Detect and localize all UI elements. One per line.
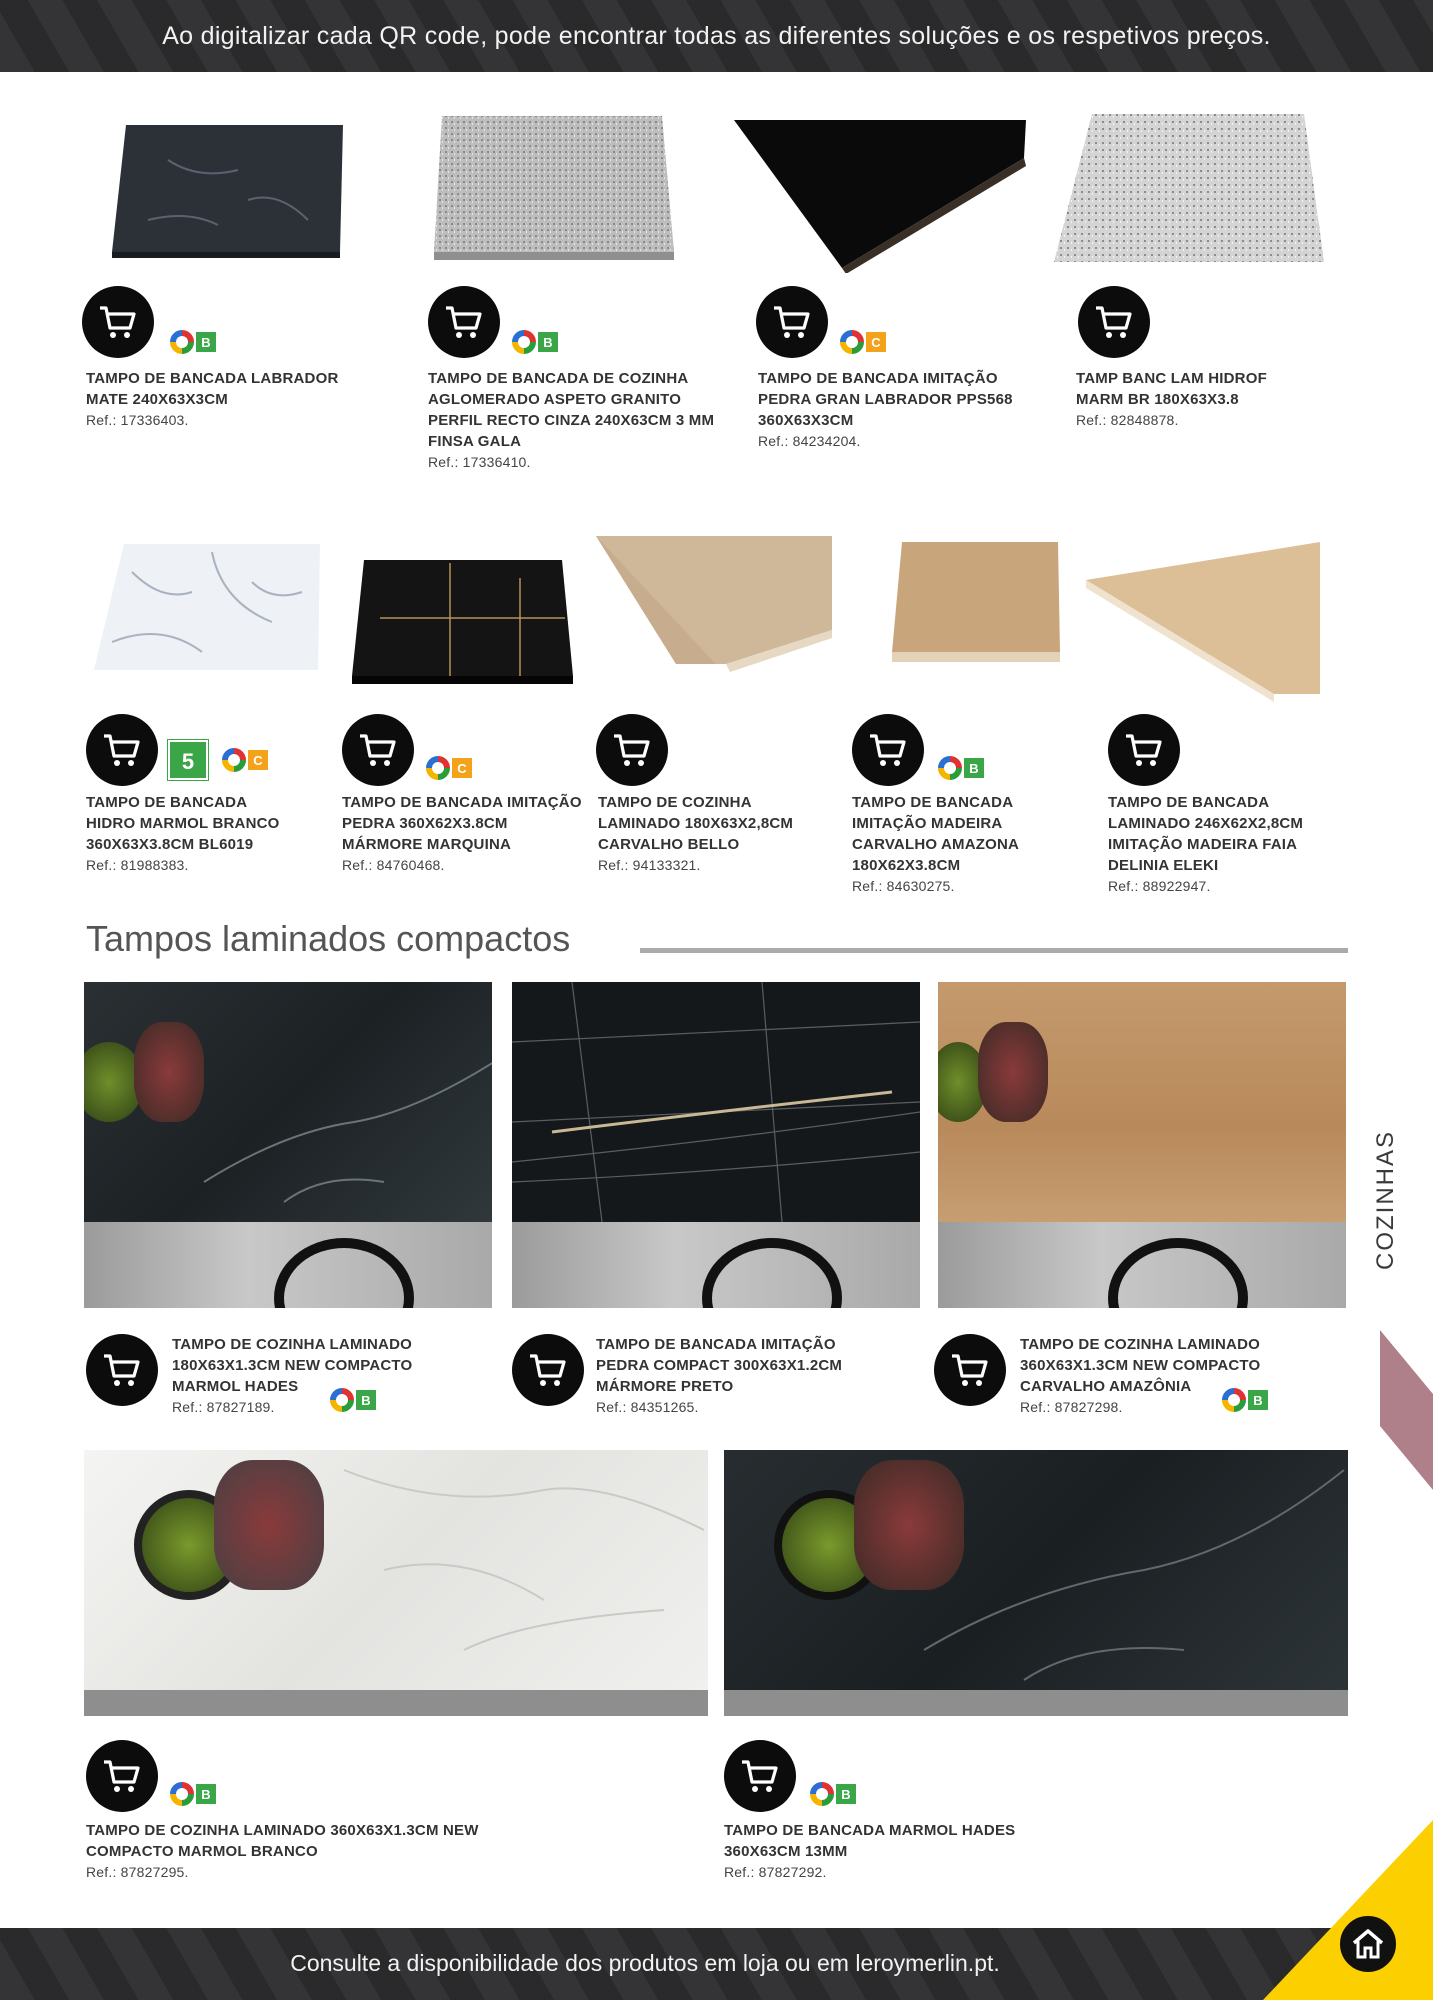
- product-ref: Ref.: 87827292.: [724, 1864, 827, 1880]
- add-to-cart-button[interactable]: [86, 1334, 158, 1406]
- product-ref: Ref.: 87827298.: [1020, 1399, 1123, 1415]
- eco-label: [170, 330, 216, 354]
- eco-label-icon: [938, 756, 962, 780]
- product-title: [86, 1820, 506, 1883]
- product-name: TAMPO DE BANCADA IMITAÇÃO PEDRA 360X62X3.8CM MÁRMORE MARQUINA: [342, 794, 582, 853]
- product-title: [598, 792, 833, 876]
- eco-label: [170, 1782, 216, 1806]
- product-title: [724, 1820, 1054, 1883]
- product-image-granite-gala[interactable]: [432, 114, 677, 264]
- eco-grade: B: [356, 1390, 376, 1410]
- eco-grade: B: [964, 758, 984, 778]
- cart-icon: [102, 732, 142, 768]
- eco-label-icon: [330, 1388, 354, 1412]
- eco-grade: C: [452, 758, 472, 778]
- product-photo-carvalho-amazonia[interactable]: [938, 982, 1346, 1308]
- energy-badges: [168, 740, 268, 780]
- product-ref: Ref.: 94133321.: [598, 857, 701, 873]
- product-name: TAMPO DE BANCADA IMITAÇÃO PEDRA GRAN LABRADOR PPS568 360X63X3CM: [758, 370, 1013, 429]
- eco-label-icon: [810, 1782, 834, 1806]
- eco-label-icon: [1222, 1388, 1246, 1412]
- eco-grade: B: [538, 332, 558, 352]
- top-banner-text: Ao digitalizar cada QR code, pode encontrar todas as diferentes soluções e os respetivos preços.: [162, 22, 1271, 50]
- add-to-cart-button[interactable]: [428, 286, 500, 358]
- add-to-cart-button[interactable]: [86, 1740, 158, 1812]
- energy-badges: [512, 330, 558, 354]
- product-title: [86, 792, 296, 876]
- eco-label: [330, 1388, 376, 1412]
- eco-label-icon: [840, 330, 864, 354]
- product-name: TAMPO DE BANCADA DE COZINHA AGLOMERADO ASPETO GRANITO PERFIL RECTO CINZA 240X63CM 3 MM FINSA GALA: [428, 370, 715, 450]
- eco-label-icon: [222, 748, 246, 772]
- product-title: [1108, 792, 1338, 897]
- product-image-labrador[interactable]: [108, 120, 348, 260]
- product-image-carvalho-amazona[interactable]: [890, 540, 1065, 665]
- product-photo-marmol-hades[interactable]: [84, 982, 492, 1308]
- cart-icon: [1124, 732, 1164, 768]
- product-name: TAMPO DE BANCADA IMITAÇÃO PEDRA COMPACT 300X63X1.2CM MÁRMORE PRETO: [596, 1336, 843, 1395]
- product-title: [172, 1334, 442, 1418]
- top-banner: [0, 0, 1433, 72]
- cart-icon: [740, 1758, 780, 1794]
- add-to-cart-button[interactable]: [934, 1334, 1006, 1406]
- eco-grade: C: [866, 332, 886, 352]
- cart-icon: [102, 1758, 142, 1794]
- eco-grade: B: [196, 1784, 216, 1804]
- cart-icon: [612, 732, 652, 768]
- eco-label-icon: [170, 1782, 194, 1806]
- energy-badges: [330, 1388, 376, 1412]
- add-to-cart-button[interactable]: [756, 286, 828, 358]
- energy-badges: [170, 330, 216, 354]
- product-ref: Ref.: 17336403.: [86, 412, 189, 428]
- eco-grade: B: [196, 332, 216, 352]
- eco-label-icon: [512, 330, 536, 354]
- energy-badges: [426, 756, 472, 780]
- product-ref: Ref.: 87827189.: [172, 1399, 275, 1415]
- product-ref: Ref.: 87827295.: [86, 1864, 189, 1880]
- bottom-banner: [0, 1928, 1433, 2000]
- add-to-cart-button[interactable]: [86, 714, 158, 786]
- product-title: [428, 368, 718, 473]
- energy-badges: [810, 1782, 856, 1806]
- section-divider: [640, 948, 1348, 953]
- eco-label: [840, 330, 886, 354]
- eco-label: [938, 756, 984, 780]
- eco-grade: C: [248, 750, 268, 770]
- product-ref: Ref.: 84760468.: [342, 857, 445, 873]
- product-title: [758, 368, 1028, 452]
- product-image-faia-eleki[interactable]: [1084, 540, 1324, 702]
- section-tab[interactable]: [1380, 1330, 1433, 1490]
- eco-grade: B: [1248, 1390, 1268, 1410]
- eco-label: [426, 756, 472, 780]
- product-name: TAMPO DE COZINHA LAMINADO 180X63X1.3CM NEW COMPACTO MARMOL HADES: [172, 1336, 413, 1395]
- add-to-cart-button[interactable]: [82, 286, 154, 358]
- product-image-gran-labrador[interactable]: [734, 118, 1029, 273]
- eco-label-icon: [426, 756, 450, 780]
- energy-badges: [840, 330, 886, 354]
- eco-label-icon: [170, 330, 194, 354]
- product-ref: Ref.: 84234204.: [758, 433, 861, 449]
- bottom-banner-text: Consulte a disponibilidade dos produtos em loja ou em leroymerlin.pt.: [290, 1950, 1000, 1976]
- add-to-cart-button[interactable]: [342, 714, 414, 786]
- add-to-cart-button[interactable]: [1108, 714, 1180, 786]
- product-photo-marmore-preto[interactable]: [512, 982, 920, 1308]
- product-ref: Ref.: 82848878.: [1076, 412, 1179, 428]
- add-to-cart-button[interactable]: [1078, 286, 1150, 358]
- product-title: [596, 1334, 876, 1418]
- yellow-corner-decoration: [1263, 1820, 1433, 2000]
- product-image-hidrof-marm[interactable]: [1052, 112, 1327, 272]
- product-ref: Ref.: 88922947.: [1108, 878, 1211, 894]
- home-button[interactable]: [1336, 1912, 1400, 1976]
- cart-icon: [358, 732, 398, 768]
- section-heading: Tampos laminados compactos: [86, 918, 571, 959]
- product-title: [342, 792, 587, 876]
- product-name: TAMPO DE COZINHA LAMINADO 180X63X2,8CM CARVALHO BELLO: [598, 794, 794, 853]
- energy-badges: [938, 756, 984, 780]
- product-image-carvalho-bello[interactable]: [596, 534, 836, 672]
- eco-label: [222, 748, 268, 772]
- eco-label: [810, 1782, 856, 1806]
- home-icon: [1351, 1928, 1385, 1960]
- eco-label: [512, 330, 558, 354]
- cart-icon: [772, 304, 812, 340]
- product-name: TAMPO DE BANCADA IMITAÇÃO MADEIRA CARVALHO AMAZONA 180X62X3.8CM: [852, 794, 1019, 874]
- cart-icon: [102, 1352, 142, 1388]
- cart-icon: [98, 304, 138, 340]
- energy-badges: [1222, 1388, 1268, 1412]
- product-ref: Ref.: 84351265.: [596, 1399, 699, 1415]
- product-ref: Ref.: 17336410.: [428, 454, 531, 470]
- product-name: TAMPO DE BANCADA MARMOL HADES 360X63CM 13MM: [724, 1822, 1016, 1860]
- product-photo-marmol-hades-2[interactable]: [724, 1450, 1348, 1716]
- product-name: TAMPO DE BANCADA LAMINADO 246X62X2,8CM IMITAÇÃO MADEIRA FAIA DELINIA ELEKI: [1108, 794, 1304, 874]
- product-ref: Ref.: 84630275.: [852, 878, 955, 894]
- product-title: [1076, 368, 1306, 431]
- energy-badges: [170, 1782, 216, 1806]
- product-name: TAMPO DE BANCADA LABRADOR MATE 240X63X3CM: [86, 370, 339, 408]
- add-to-cart-button[interactable]: [512, 1334, 584, 1406]
- product-name: TAMP BANC LAM HIDROF MARM BR 180X63X3.8: [1076, 370, 1267, 408]
- product-title: [852, 792, 1077, 897]
- add-to-cart-button[interactable]: [596, 714, 668, 786]
- add-to-cart-button[interactable]: [852, 714, 924, 786]
- product-name: TAMPO DE COZINHA LAMINADO 360X63X1.3CM NEW COMPACTO CARVALHO AMAZÔNIA: [1020, 1336, 1261, 1395]
- eco-grade: B: [836, 1784, 856, 1804]
- product-title: [86, 368, 346, 431]
- cart-icon: [950, 1352, 990, 1388]
- product-name: TAMPO DE BANCADA HIDRO MARMOL BRANCO 360X63X3.8CM BL6019: [86, 794, 280, 853]
- repairability-index: 5: [168, 740, 208, 780]
- product-image-marquina[interactable]: [350, 558, 575, 686]
- product-ref: Ref.: 81988383.: [86, 857, 189, 873]
- product-image-hidro-marmol[interactable]: [92, 542, 322, 674]
- cart-icon: [528, 1352, 568, 1388]
- cart-icon: [868, 732, 908, 768]
- product-photo-marmol-branco[interactable]: [84, 1450, 708, 1716]
- section-label: COZINHAS: [1372, 1129, 1399, 1270]
- cart-icon: [1094, 304, 1134, 340]
- cart-icon: [444, 304, 484, 340]
- add-to-cart-button[interactable]: [724, 1740, 796, 1812]
- product-name: TAMPO DE COZINHA LAMINADO 360X63X1.3CM NEW COMPACTO MARMOL BRANCO: [86, 1822, 479, 1860]
- eco-label: [1222, 1388, 1268, 1412]
